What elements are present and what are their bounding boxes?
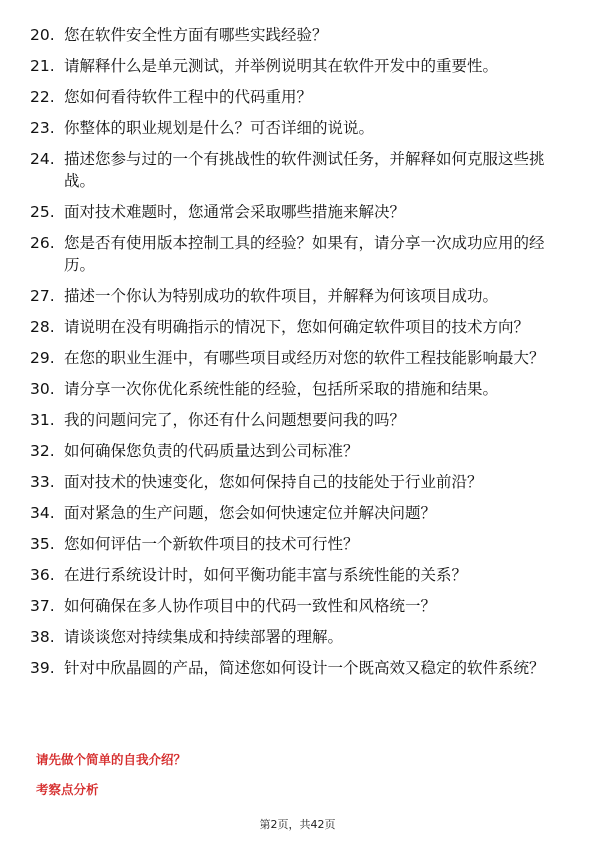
highlight-question: 请先做个简单的自我介绍？ bbox=[36, 752, 187, 767]
question-number: 30. bbox=[30, 380, 55, 398]
question-number: 29. bbox=[30, 349, 55, 367]
question-number: 28. bbox=[30, 318, 55, 336]
question-text: 您如何评估一个新软件项目的技术可行性？ bbox=[64, 535, 359, 553]
question-number: 26. bbox=[30, 234, 55, 252]
question-number: 27. bbox=[30, 287, 55, 305]
question-text: 在您的职业生涯中，有哪些项目或经历对您的软件工程技能影响最大？ bbox=[64, 349, 545, 367]
question-number: 25. bbox=[30, 203, 55, 221]
question-item bbox=[30, 24, 570, 46]
question-number: 39. bbox=[30, 659, 55, 677]
question-item bbox=[30, 117, 570, 139]
question-text: 你整体的职业规划是什么？可否详细的说说。 bbox=[64, 119, 375, 137]
question-text: 请谈谈您对持续集成和持续部署的理解。 bbox=[64, 628, 344, 646]
question-item bbox=[30, 409, 570, 431]
question-number: 32. bbox=[30, 442, 55, 460]
question-number: 33. bbox=[30, 473, 55, 491]
question-item bbox=[30, 471, 570, 493]
question-item bbox=[30, 657, 570, 679]
question-item bbox=[30, 347, 570, 369]
question-number: 20. bbox=[30, 26, 55, 44]
question-text: 请说明在没有明确指示的情况下，您如何确定软件项目的技术方向？ bbox=[64, 318, 530, 336]
question-item bbox=[30, 595, 570, 617]
question-item bbox=[30, 378, 570, 400]
question-text: 面对技术难题时，您通常会采取哪些措施来解决？ bbox=[64, 203, 406, 221]
question-item bbox=[30, 232, 570, 276]
question-text: 描述您参与过的一个有挑战性的软件测试任务，并解释如何克服这些挑战。 bbox=[64, 150, 545, 190]
question-item bbox=[30, 285, 570, 307]
question-number: 23. bbox=[30, 119, 55, 137]
question-item bbox=[30, 86, 570, 108]
question-text: 针对中欣晶圆的产品，简述您如何设计一个既高效又稳定的软件系统？ bbox=[64, 659, 545, 677]
question-number: 21. bbox=[30, 57, 55, 75]
question-text: 您是否有使用版本控制工具的经验？如果有，请分享一次成功应用的经历。 bbox=[64, 234, 545, 274]
question-number: 34. bbox=[30, 504, 55, 522]
question-text: 如何确保在多人协作项目中的代码一致性和风格统一？ bbox=[64, 597, 437, 615]
question-item bbox=[30, 148, 570, 192]
question-text: 如何确保您负责的代码质量达到公司标准？ bbox=[64, 442, 359, 460]
question-number: 31. bbox=[30, 411, 55, 429]
question-item bbox=[30, 316, 570, 338]
question-text: 请解释什么是单元测试，并举例说明其在软件开发中的重要性。 bbox=[64, 57, 499, 75]
question-item bbox=[30, 201, 570, 223]
question-item bbox=[30, 502, 570, 524]
question-text: 您在软件安全性方面有哪些实践经验？ bbox=[64, 26, 328, 44]
question-number: 38. bbox=[30, 628, 55, 646]
question-item bbox=[30, 533, 570, 555]
question-item bbox=[30, 55, 570, 77]
question-text: 描述一个你认为特别成功的软件项目，并解释为何该项目成功。 bbox=[64, 287, 499, 305]
question-item bbox=[30, 440, 570, 462]
page-footer: 第2页，共42页 bbox=[259, 818, 336, 831]
question-number: 37. bbox=[30, 597, 55, 615]
question-number: 36. bbox=[30, 566, 55, 584]
section-heading: 考察点分析 bbox=[36, 782, 99, 797]
question-text: 您如何看待软件工程中的代码重用？ bbox=[64, 88, 313, 106]
question-text: 面对紧急的生产问题，您会如何快速定位并解决问题？ bbox=[64, 504, 437, 522]
question-text: 在进行系统设计时，如何平衡功能丰富与系统性能的关系？ bbox=[64, 566, 468, 584]
question-text: 请分享一次你优化系统性能的经验，包括所采取的措施和结果。 bbox=[64, 380, 499, 398]
question-text: 面对技术的快速变化，您如何保持自己的技能处于行业前沿？ bbox=[64, 473, 483, 491]
question-number: 35. bbox=[30, 535, 55, 553]
question-list bbox=[30, 24, 570, 688]
question-number: 24. bbox=[30, 150, 55, 168]
question-number: 22. bbox=[30, 88, 55, 106]
question-item bbox=[30, 626, 570, 648]
question-text: 我的问题问完了，你还有什么问题想要问我的吗？ bbox=[64, 411, 406, 429]
question-item bbox=[30, 564, 570, 586]
